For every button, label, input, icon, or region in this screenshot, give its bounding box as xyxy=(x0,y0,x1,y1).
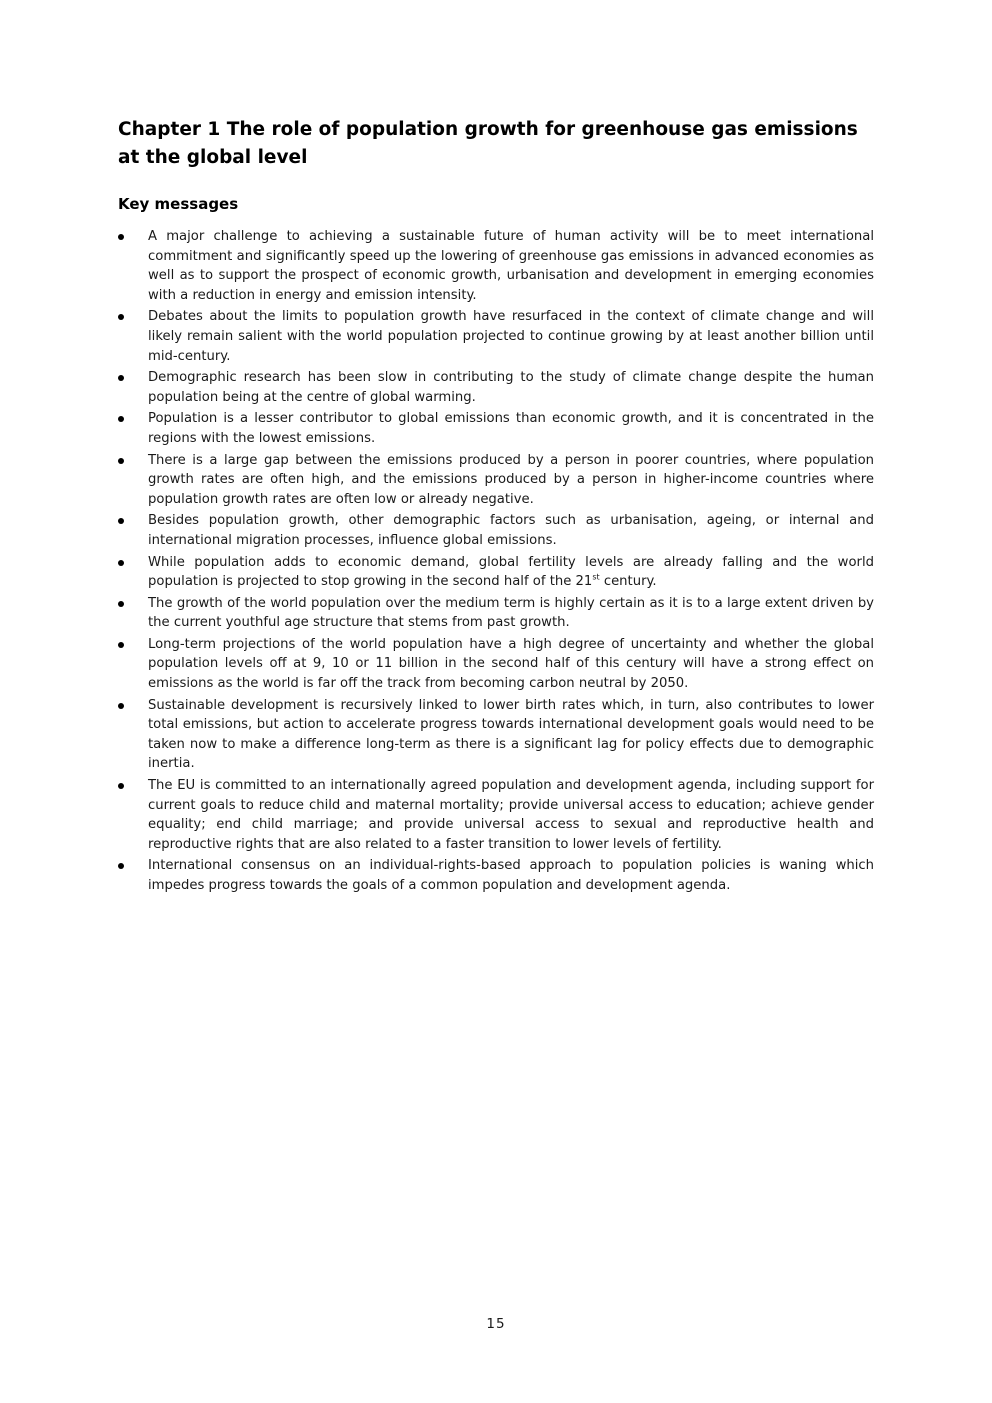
bullet-icon xyxy=(118,314,124,320)
list-item xyxy=(118,307,874,366)
list-item xyxy=(118,409,874,448)
list-item xyxy=(118,594,874,633)
bullet-icon xyxy=(118,375,124,381)
chapter-title: Chapter 1 The role of population growth for greenhouse gas emissions at the global level xyxy=(118,119,858,168)
bullet-icon xyxy=(118,458,124,464)
fertility-text-after: century. xyxy=(599,574,657,590)
bullet-text: Besides population growth, other demographic factors such as urbanisation, ageing, or internal and international migration processes, influence global emissions. xyxy=(148,513,874,548)
bullet-text: A major challenge to achieving a sustainable future of human activity will be to meet international commitment and significantly speed up the lowering of greenhouse gas emissions in advanced economies as well as to support the prospect of economic growth, urbanisation and development in emerging economies with a reduction in energy and emission intensity. xyxy=(148,229,874,303)
list-item xyxy=(118,553,874,592)
page-number: 15 xyxy=(486,1316,506,1332)
bullet-text: Debates about the limits to population growth have resurfaced in the context of climate change and will likely remain salient with the world population projected to continue growing by at least another billion until mid-century. xyxy=(148,309,874,364)
document-page xyxy=(118,116,874,898)
bullet-icon xyxy=(118,518,124,524)
ordinal-superscript: st xyxy=(592,572,600,582)
bullet-icon xyxy=(118,783,124,789)
bullet-text: Long-term projections of the world population have a high degree of uncertainty and whether the global population levels off at 9, 10 or 11 billion in the second half of this century will have a strong effect on emissions as the world is far off the track from becoming carbon neutral by 2050. xyxy=(148,636,874,692)
bullet-icon xyxy=(118,416,124,422)
list-item xyxy=(118,776,874,854)
bullet-text: Population is a lesser contributor to global emissions than economic growth, and it is concentrated in the regions with the lowest emissions. xyxy=(148,411,874,446)
key-messages-list xyxy=(118,227,874,896)
fertility-text-before: While population adds to economic demand, global fertility levels are already falling and the world population is projected to stop growing in the second half of the 21 xyxy=(148,554,874,590)
list-item xyxy=(118,511,874,550)
bullet-icon xyxy=(118,601,124,607)
list-item xyxy=(118,227,874,305)
bullet-icon xyxy=(118,642,124,648)
bullet-text: The growth of the world population over the medium term is highly certain as it is to a large extent driven by the current youthful age structure that stems from past growth. xyxy=(148,595,874,631)
bullet-icon xyxy=(118,703,124,709)
list-item xyxy=(118,451,874,510)
bullet-text: The EU is committed to an internationally agreed population and development agenda, including support for current goals to reduce child and maternal mortality; provide universal access to education; achieve gender equality; end child marriage; and provide universal access to sexual and reproductive health and reproductive rights that are also related to a faster transition to lower levels of fertility. xyxy=(148,778,874,852)
list-item xyxy=(118,635,874,694)
bullet-icon xyxy=(118,234,124,240)
bullet-text: Sustainable development is recursively linked to lower birth rates which, in turn, also contributes to lower total emissions, but action to accelerate progress towards international development goals would need to be taken now to make a difference long-term as there is a significant lag for policy effects due to demographic inertia. xyxy=(148,697,874,772)
list-item xyxy=(118,856,874,895)
bullet-text: International consensus on an individual-rights-based approach to population policies is waning which impedes progress towards the goals of a common population and development agenda. xyxy=(148,858,874,893)
section-heading-key-messages: Key messages xyxy=(118,195,239,213)
bullet-text xyxy=(148,555,874,590)
list-item xyxy=(118,696,874,774)
bullet-icon xyxy=(118,863,124,869)
bullet-icon xyxy=(118,560,124,566)
list-item xyxy=(118,368,874,407)
bullet-text: Demographic research has been slow in contributing to the study of climate change despite the human population being at the centre of global warming. xyxy=(148,370,874,405)
bullet-text: There is a large gap between the emissions produced by a person in poorer countries, where population growth rates are often high, and the emissions produced by a person in higher-income countries where population growth rates are often low or already negative. xyxy=(148,452,874,507)
